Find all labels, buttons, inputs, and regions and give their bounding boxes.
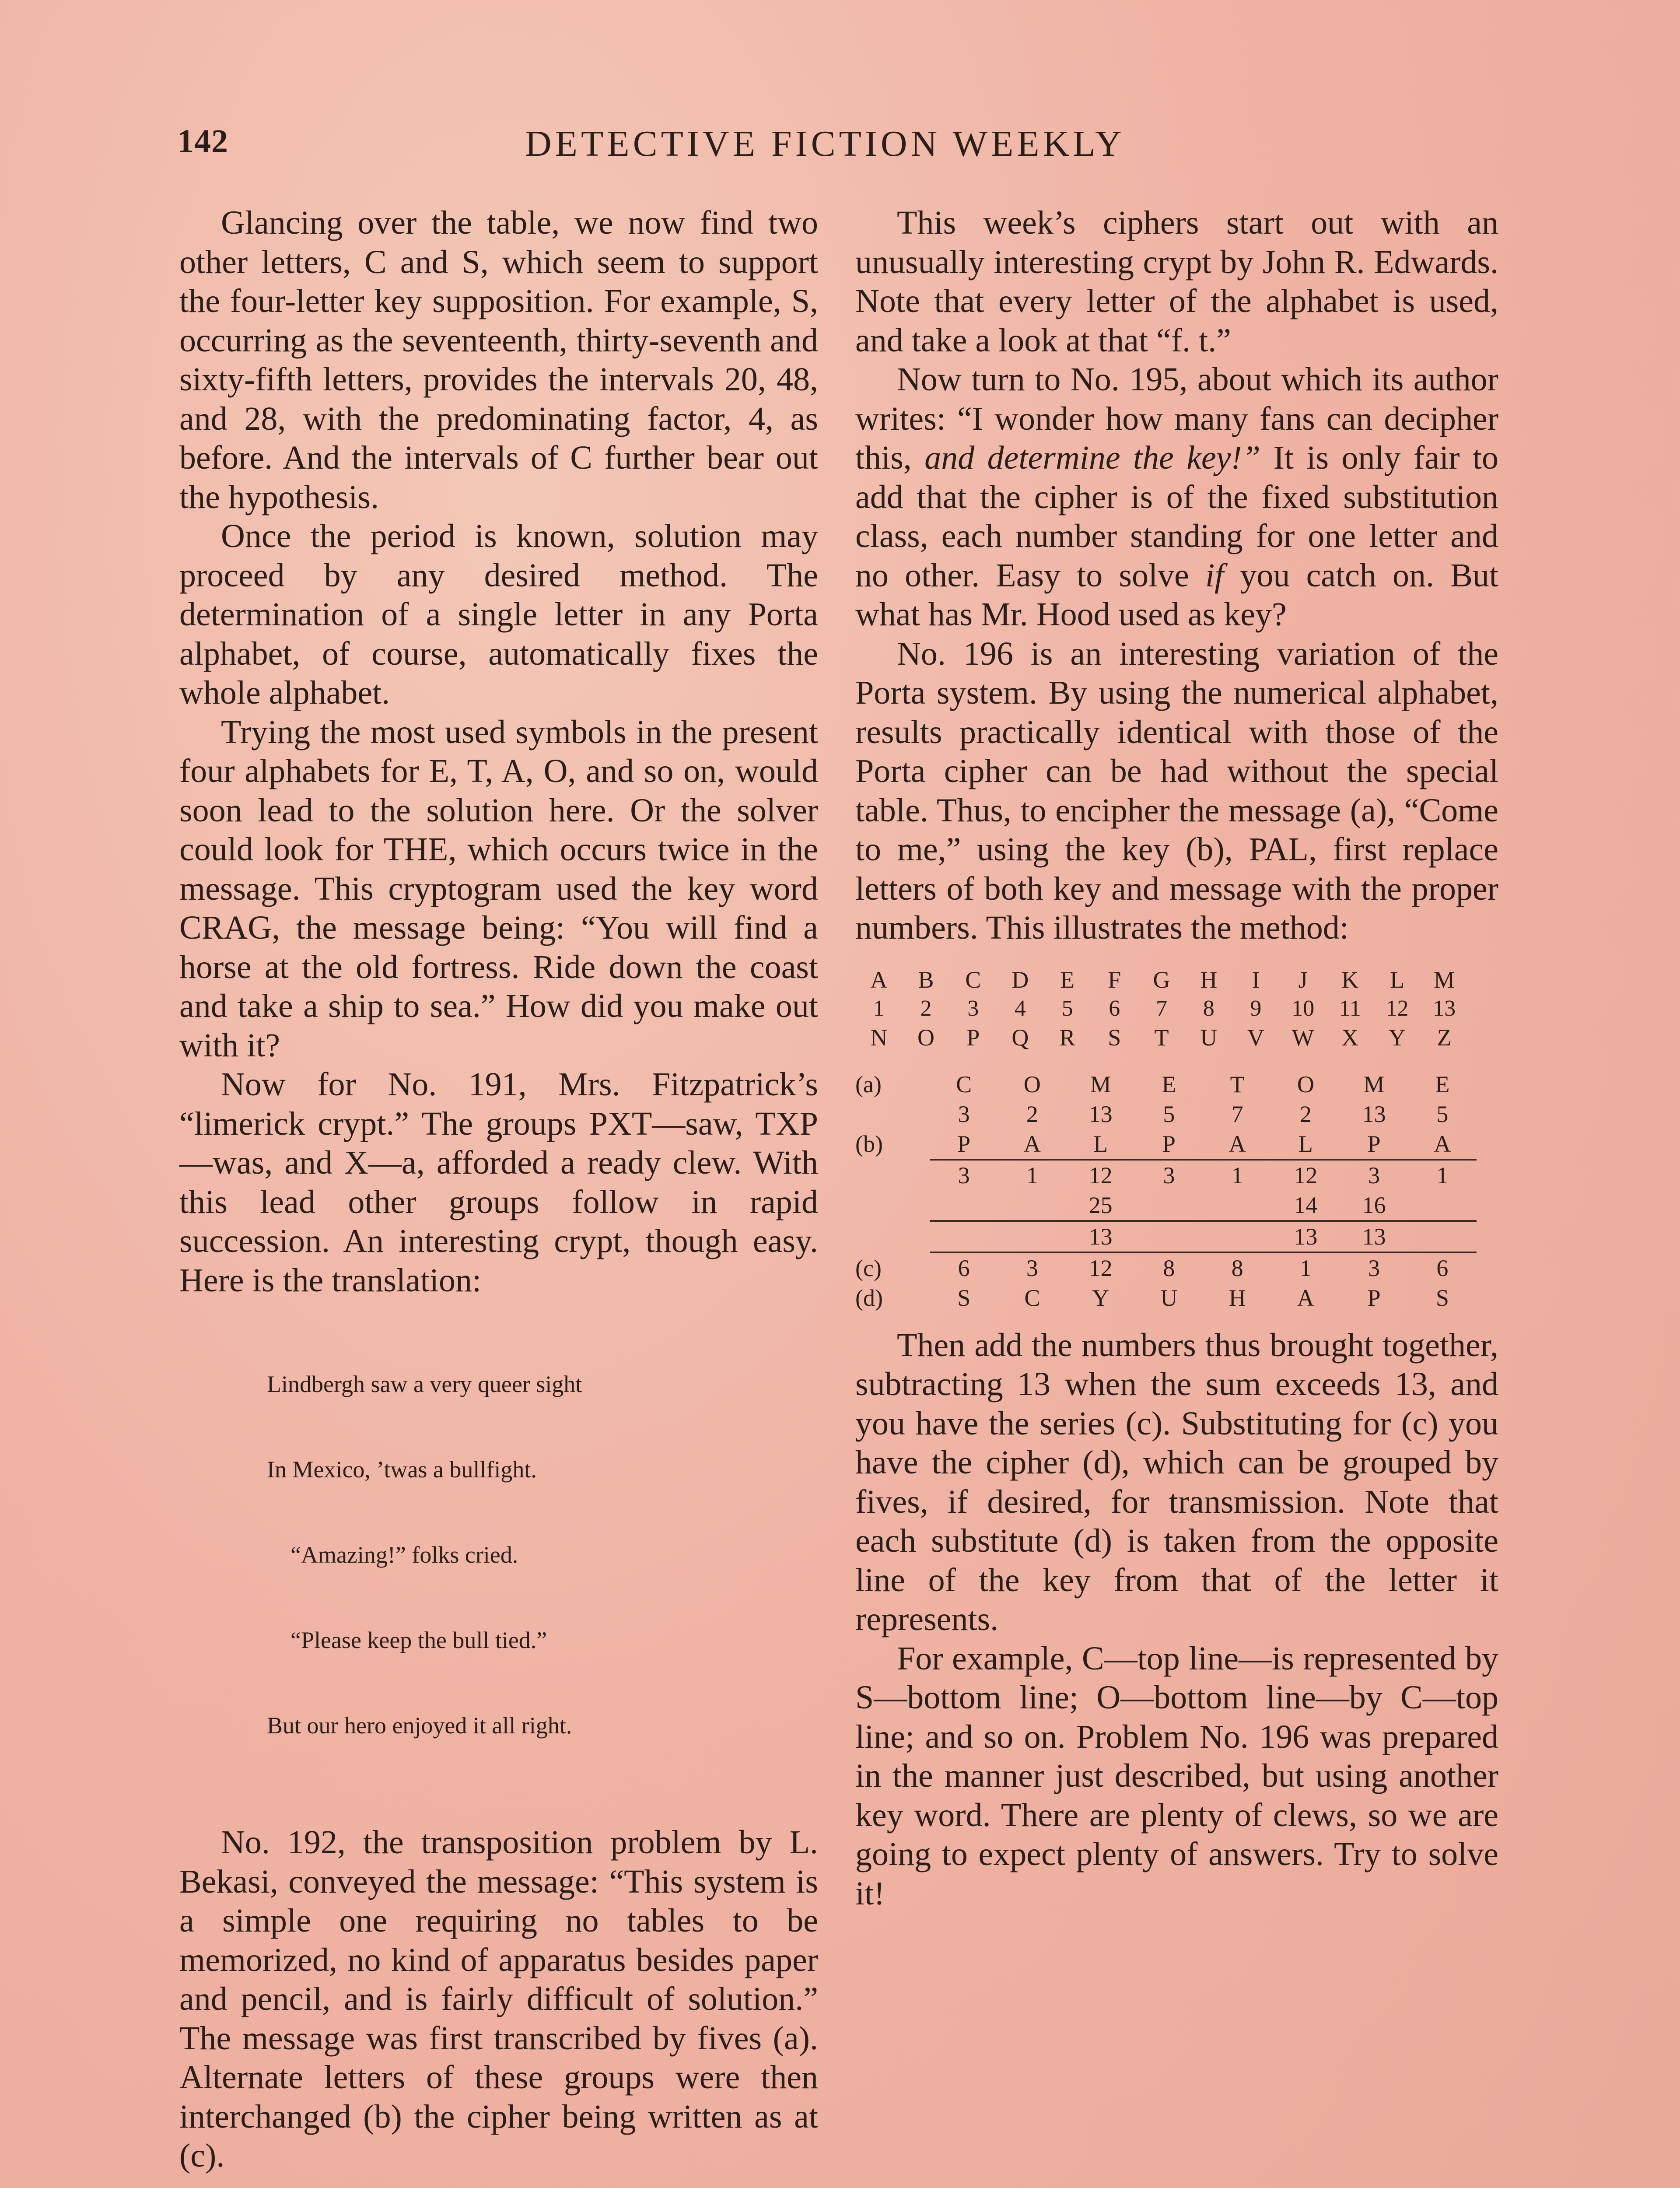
- cell: 1: [1299, 1255, 1312, 1281]
- paragraph: This week’s ciphers start out with an unusually interesting crypt by John R. Edwards. Note that every letter of the alphabet is used, and take a look at that “f. t.”: [855, 204, 1498, 359]
- alpha-letter: I: [1252, 966, 1260, 993]
- alpha-number: 7: [1155, 996, 1167, 1021]
- cell: S: [957, 1284, 971, 1311]
- cell: [1135, 1190, 1203, 1220]
- alpha-letter: P: [966, 1024, 980, 1051]
- cell: [1408, 1222, 1477, 1252]
- cell: 3: [1163, 1162, 1175, 1189]
- row-label: (c): [855, 1255, 882, 1281]
- cell: [998, 1190, 1066, 1220]
- row-label: (d): [855, 1284, 883, 1311]
- cell: A: [1297, 1284, 1314, 1311]
- left-column: [179, 203, 818, 2188]
- cell: [1408, 1190, 1477, 1220]
- alpha-letter: V: [1247, 1024, 1264, 1051]
- key-numbers-row: [855, 1161, 1477, 1190]
- alpha-number: 13: [1433, 996, 1456, 1021]
- cell: C: [1024, 1284, 1040, 1311]
- cell: [930, 1222, 998, 1252]
- paragraph: No. 196 is an interesting variation of the Porta system. By using the numerical alphabet, results practically identical with those of the Porta cipher can be had without the special table. Thus, to encipher the message (a), “Come to me,” using the key (b), PAL, first replace letters of both key and message with the proper numbers. This illustrates the method:: [855, 635, 1498, 946]
- cell: 14: [1294, 1192, 1318, 1218]
- alpha-number: 2: [920, 996, 932, 1021]
- cell: 5: [1163, 1101, 1175, 1127]
- cell: 3: [1368, 1255, 1380, 1281]
- message-numbers-row: [855, 1099, 1477, 1129]
- cell: 13: [1088, 1101, 1113, 1127]
- cell: Y: [1092, 1284, 1110, 1311]
- alpha-number: 8: [1203, 996, 1214, 1021]
- alpha-number: 4: [1014, 996, 1026, 1021]
- message-letters-row: [855, 1069, 1477, 1099]
- cell: C: [956, 1071, 972, 1098]
- alpha-number: 1: [873, 996, 885, 1021]
- cell: [1203, 1222, 1271, 1252]
- cell: A: [1023, 1130, 1041, 1157]
- cell: 13: [1362, 1101, 1386, 1127]
- series-c-row: [855, 1253, 1477, 1283]
- cell: [1135, 1222, 1203, 1252]
- emphasis: and determine the key!”: [924, 439, 1261, 476]
- alpha-number: 12: [1386, 996, 1409, 1021]
- alpha-letter: L: [1390, 966, 1404, 993]
- cell: L: [1298, 1130, 1313, 1157]
- alpha-number: 6: [1109, 996, 1120, 1021]
- alpha-letter: X: [1341, 1024, 1359, 1051]
- alpha-letter: D: [1012, 966, 1029, 993]
- alpha-letter: J: [1298, 966, 1308, 993]
- alpha-letter: A: [870, 966, 888, 993]
- cell: P: [1367, 1284, 1381, 1311]
- cell: A: [1434, 1130, 1451, 1157]
- row-label: [855, 1222, 930, 1252]
- alpha-number: 11: [1339, 996, 1361, 1021]
- paragraph: No. 192, the transposition problem by L. Bekasi, conveyed the message: “This system is a simple one requiring no tables to be memorized, no kind of apparatus besides paper and pencil, and is fairly difficult of solution.” The message was first transcribed by fives (a). Alternate letters of these groups were then interchanged (b) the cipher being written as at (c).: [179, 1824, 818, 2174]
- cell: 3: [1368, 1162, 1380, 1189]
- cell: M: [1363, 1071, 1385, 1098]
- cell: 7: [1231, 1101, 1243, 1127]
- verse-line: “Amazing!” folks cried.: [267, 1542, 518, 1568]
- cell: 13: [1294, 1223, 1318, 1250]
- cell: 3: [958, 1162, 970, 1189]
- cell: 2: [1026, 1101, 1038, 1127]
- key-letters-row: [855, 1129, 1477, 1159]
- paragraph: Glancing over the table, we now find two other letters, C and S, which seem to support the four-letter key supposition. For example, S, occurring as the seventeenth, thirty-seventh and sixty-fifth letters, provides the intervals 20, 48, and 28, with the predominating factor, 4, as before. And the intervals of C further bear out the hypothesis.: [179, 204, 818, 515]
- text-run: you catch on. But what has Mr. Hood used as key?: [855, 557, 1498, 633]
- alpha-number: 3: [967, 996, 979, 1021]
- cell: E: [1435, 1071, 1450, 1098]
- alpha-letter: Q: [1012, 1024, 1029, 1051]
- cell: 1: [1231, 1162, 1243, 1189]
- row-label: (b): [855, 1130, 883, 1157]
- cell: P: [1162, 1130, 1176, 1157]
- paragraph: Once the period is known, solution may proceed by any desired method. The determination of a single letter in any Porta alphabet, of course, automatically fixes the whole alphabet.: [179, 518, 818, 711]
- text-run: Now turn to No. 195, about which its author writes: “I wonder how many fans can decipher this,: [855, 361, 1498, 476]
- cell: H: [1228, 1284, 1246, 1311]
- cipher-d-row: [855, 1283, 1477, 1313]
- alpha-letter: N: [870, 1024, 888, 1051]
- paragraph: [855, 360, 1498, 635]
- cell: M: [1090, 1071, 1111, 1098]
- verse-line: But our hero enjoyed it all right.: [267, 1712, 572, 1739]
- alpha-letter: U: [1200, 1024, 1218, 1051]
- cell: 6: [1436, 1255, 1449, 1281]
- alpha-letter: M: [1434, 966, 1455, 993]
- alpha-letter: W: [1292, 1024, 1314, 1051]
- emphasis: if: [1205, 557, 1224, 594]
- subtract-row: [855, 1222, 1477, 1252]
- verse-line: “Please keep the bull tied.”: [267, 1627, 547, 1653]
- cell: 12: [1088, 1162, 1113, 1189]
- verse-line: In Mexico, ’twas a bullfight.: [267, 1456, 537, 1483]
- cell: [1203, 1190, 1271, 1220]
- cell: 12: [1294, 1162, 1318, 1189]
- cell: 16: [1362, 1192, 1386, 1218]
- cell: 1: [1026, 1162, 1038, 1189]
- cell: 2: [1299, 1101, 1312, 1127]
- cell: O: [1023, 1071, 1041, 1098]
- cell: O: [1297, 1071, 1314, 1098]
- row-label: [855, 1161, 930, 1190]
- alpha-letter: T: [1154, 1024, 1169, 1051]
- page-number: 142: [177, 123, 228, 160]
- limerick-verse: [267, 1313, 818, 1797]
- cell: 8: [1231, 1255, 1243, 1281]
- cell: U: [1160, 1284, 1178, 1311]
- numerical-alphabet-table: [855, 965, 1468, 1052]
- alpha-letter: B: [918, 966, 934, 993]
- paragraph: Trying the most used symbols in the present four alphabets for E, T, A, O, and so on, would soon lead to the solution here. Or the solver could look for THE, which occurs twice in the message. This cryptogram used the key word CRAG, the message being: “You will find a horse at the old fortress. Ride down the coast and take a ship to sea.” How did you make out with it?: [179, 713, 818, 1064]
- cell: 8: [1163, 1255, 1175, 1281]
- cell: T: [1230, 1071, 1245, 1098]
- alpha-letter: G: [1153, 966, 1170, 993]
- alpha-number: 9: [1250, 996, 1262, 1021]
- cell: 5: [1436, 1101, 1449, 1127]
- right-column: [855, 203, 1498, 1913]
- running-head: DETECTIVE FICTION WEEKLY: [525, 123, 1125, 164]
- cell: 3: [958, 1101, 970, 1127]
- cell: E: [1162, 1071, 1176, 1098]
- cell: 25: [1088, 1192, 1113, 1218]
- paragraph: For example, C—top line—is represented by S—bottom line; O—bottom line—by C—top line; and so on. Problem No. 196 was prepared in the manner just described, but using another key word. There are plenty of clews, so we are going to expect plenty of answers. Try to solve it!: [855, 1640, 1498, 1912]
- alpha-letter: H: [1200, 966, 1218, 993]
- alpha-letter: K: [1341, 966, 1359, 993]
- cell: 13: [1088, 1223, 1113, 1250]
- paragraph: Then add the numbers thus brought together, subtracting 13 when the sum exceeds 13, and you have the series (c). Substituting for (c) you have the cipher (d), which can be grouped by fives, if desired, for transmission. Note that each substitute (d) is taken from the opposite line of the key from that of the letter it represents.: [855, 1326, 1498, 1637]
- cell: A: [1228, 1130, 1246, 1157]
- alpha-letter: F: [1108, 966, 1121, 993]
- encipher-worksheet: [855, 1069, 1498, 1313]
- alpha-number: 5: [1061, 996, 1073, 1021]
- verse-line: Lindbergh saw a very queer sight: [267, 1371, 582, 1397]
- alpha-letter: Z: [1437, 1024, 1452, 1051]
- sum-row: [855, 1190, 1477, 1220]
- alpha-letter: S: [1108, 1024, 1121, 1051]
- text-run: It is only fair to add that the cipher is of the fixed substitution class, each number standing for one letter and no other. Easy to solve: [855, 439, 1499, 594]
- alpha-letter: C: [965, 966, 981, 993]
- cell: [930, 1190, 998, 1220]
- cell: 6: [958, 1255, 970, 1281]
- paragraph: Now for No. 191, Mrs. Fitzpatrick’s “limerick crypt.” The groups PXT—saw, TXP—was, and X—a, afforded a ready clew. With this lead other groups follow in rapid succession. An interesting crypt, though easy. Here is the translation:: [179, 1066, 818, 1299]
- alpha-letter: O: [917, 1024, 935, 1051]
- cell: P: [957, 1130, 971, 1157]
- row-label: [855, 1099, 930, 1129]
- cell: 3: [1026, 1255, 1038, 1281]
- alpha-number: 10: [1292, 996, 1315, 1021]
- alpha-letter: R: [1059, 1024, 1075, 1051]
- row-label: [855, 1190, 930, 1220]
- cell: [998, 1222, 1066, 1252]
- cell: 12: [1088, 1255, 1113, 1281]
- cell: P: [1367, 1130, 1381, 1157]
- alpha-letter: E: [1060, 966, 1075, 993]
- cell: 13: [1362, 1223, 1386, 1250]
- cell: 1: [1436, 1162, 1449, 1189]
- row-label: (a): [855, 1071, 882, 1098]
- cell: L: [1093, 1130, 1108, 1157]
- cell: S: [1435, 1284, 1449, 1311]
- alpha-letter: Y: [1388, 1024, 1406, 1051]
